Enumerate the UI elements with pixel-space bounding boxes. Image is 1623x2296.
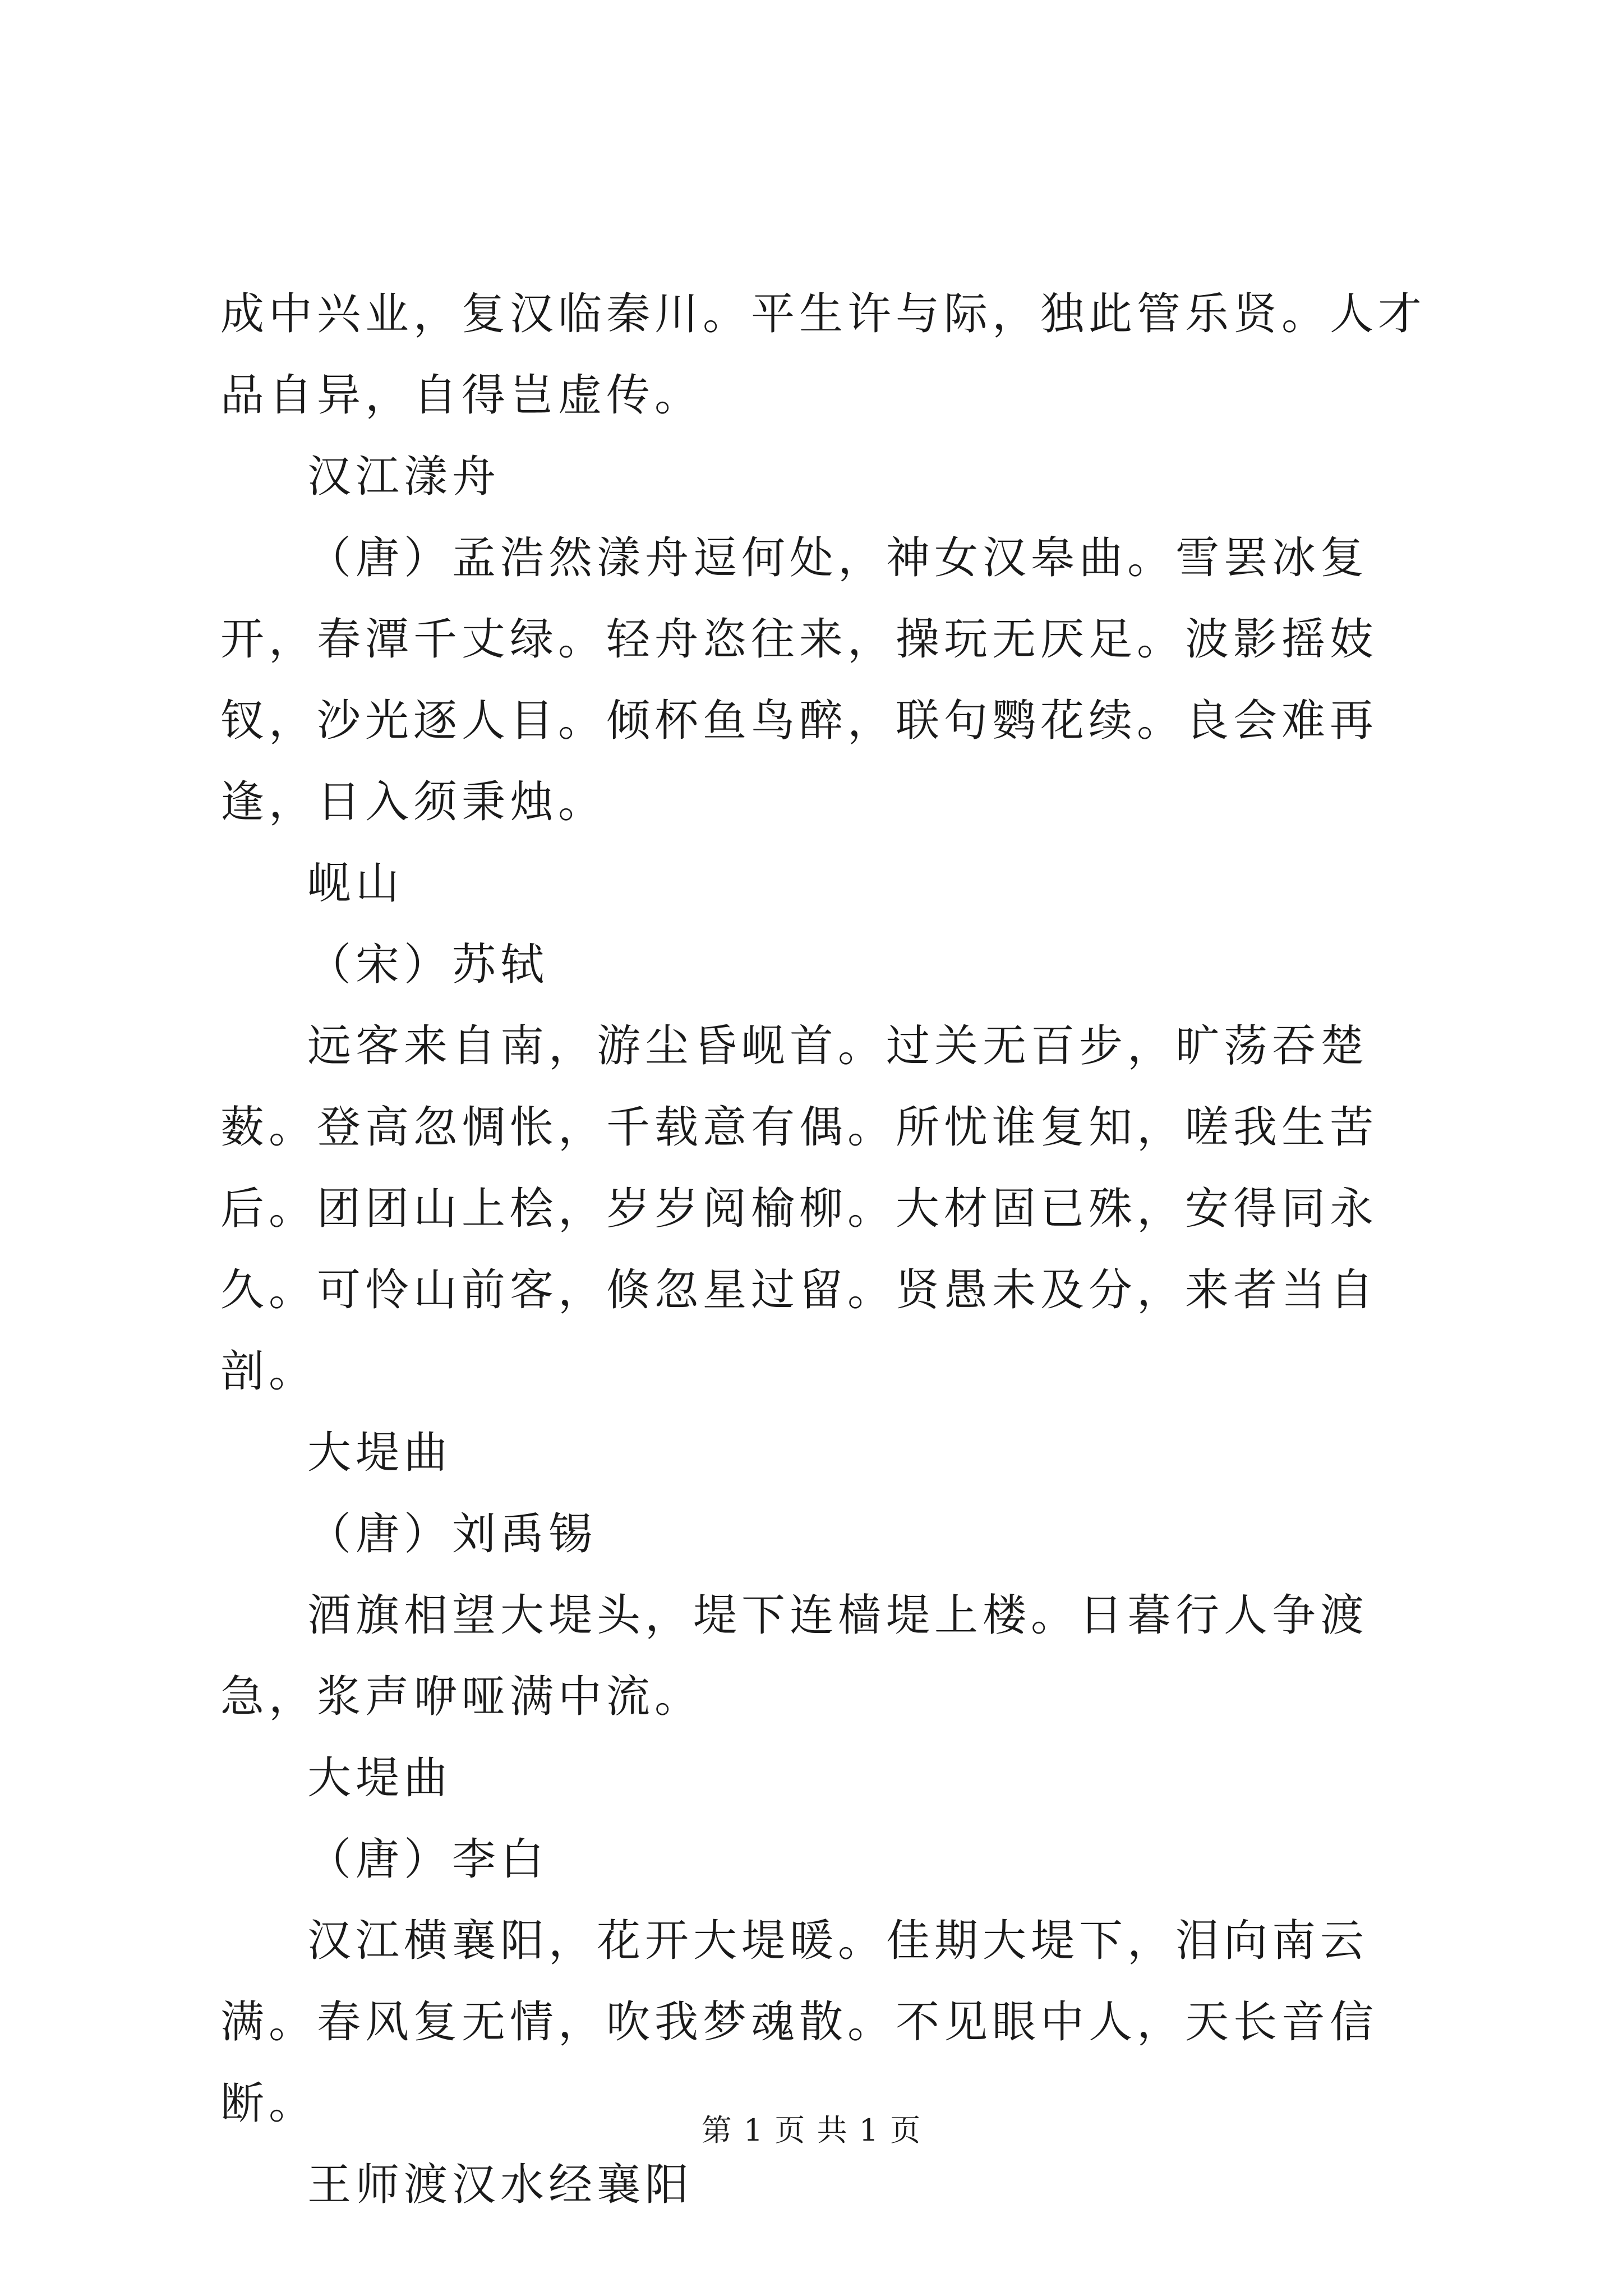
document-body: [220, 274, 1426, 2226]
poem-text: 汉江横襄阳，花开大堤暖。佳期大堤下，泪向南云满。春风复无情，吹我梦魂散。不见眼中人，天长音信断。: [220, 1916, 1378, 2129]
poem-text: 成中兴业，复汉临秦川。平生许与际，独此管乐贤。人才品自异，自得岂虚传。: [220, 289, 1427, 421]
poem-title: 大堤曲: [307, 1753, 453, 1803]
poem-text: （唐）孟浩然漾舟逗何处，神女汉皋曲。雪罢冰复开，春潭千丈绿。轻舟恣往来，操玩无厌足。波影摇妓钗，沙光逐人目。倾杯鱼鸟醉，联句鹦花续。良会难再逢，日入须秉烛。: [220, 533, 1378, 827]
poem-author: （宋）苏轼: [307, 940, 549, 990]
poem-title: 大堤曲: [307, 1428, 453, 1478]
poem-author: （唐）刘禹锡: [307, 1509, 597, 1559]
poem-text: 酒旗相望大堤头，堤下连樯堤上楼。日暮行人争渡急，浆声咿哑满中流。: [220, 1590, 1369, 1722]
poem-title: 岘山: [307, 858, 404, 909]
poem-title: 汉江漾舟: [307, 452, 501, 502]
poem-title: 王师渡汉水经襄阳: [307, 2160, 694, 2210]
page-number-footer: 第 1 页 共 1 页: [701, 2113, 922, 2148]
poem-author: （唐）李白: [307, 1834, 549, 1885]
poem-text: 远客来自南，游尘昏岘首。过关无百步，旷荡吞楚薮。登高忽惆怅，千载意有偶。所忧谁复知，嗟我生苦后。团团山上桧，岁岁阅榆柳。大材固已殊，安得同永久。可怜山前客，倏忽星过留。贤愚未及分，来者当自剖。: [220, 1021, 1378, 1397]
